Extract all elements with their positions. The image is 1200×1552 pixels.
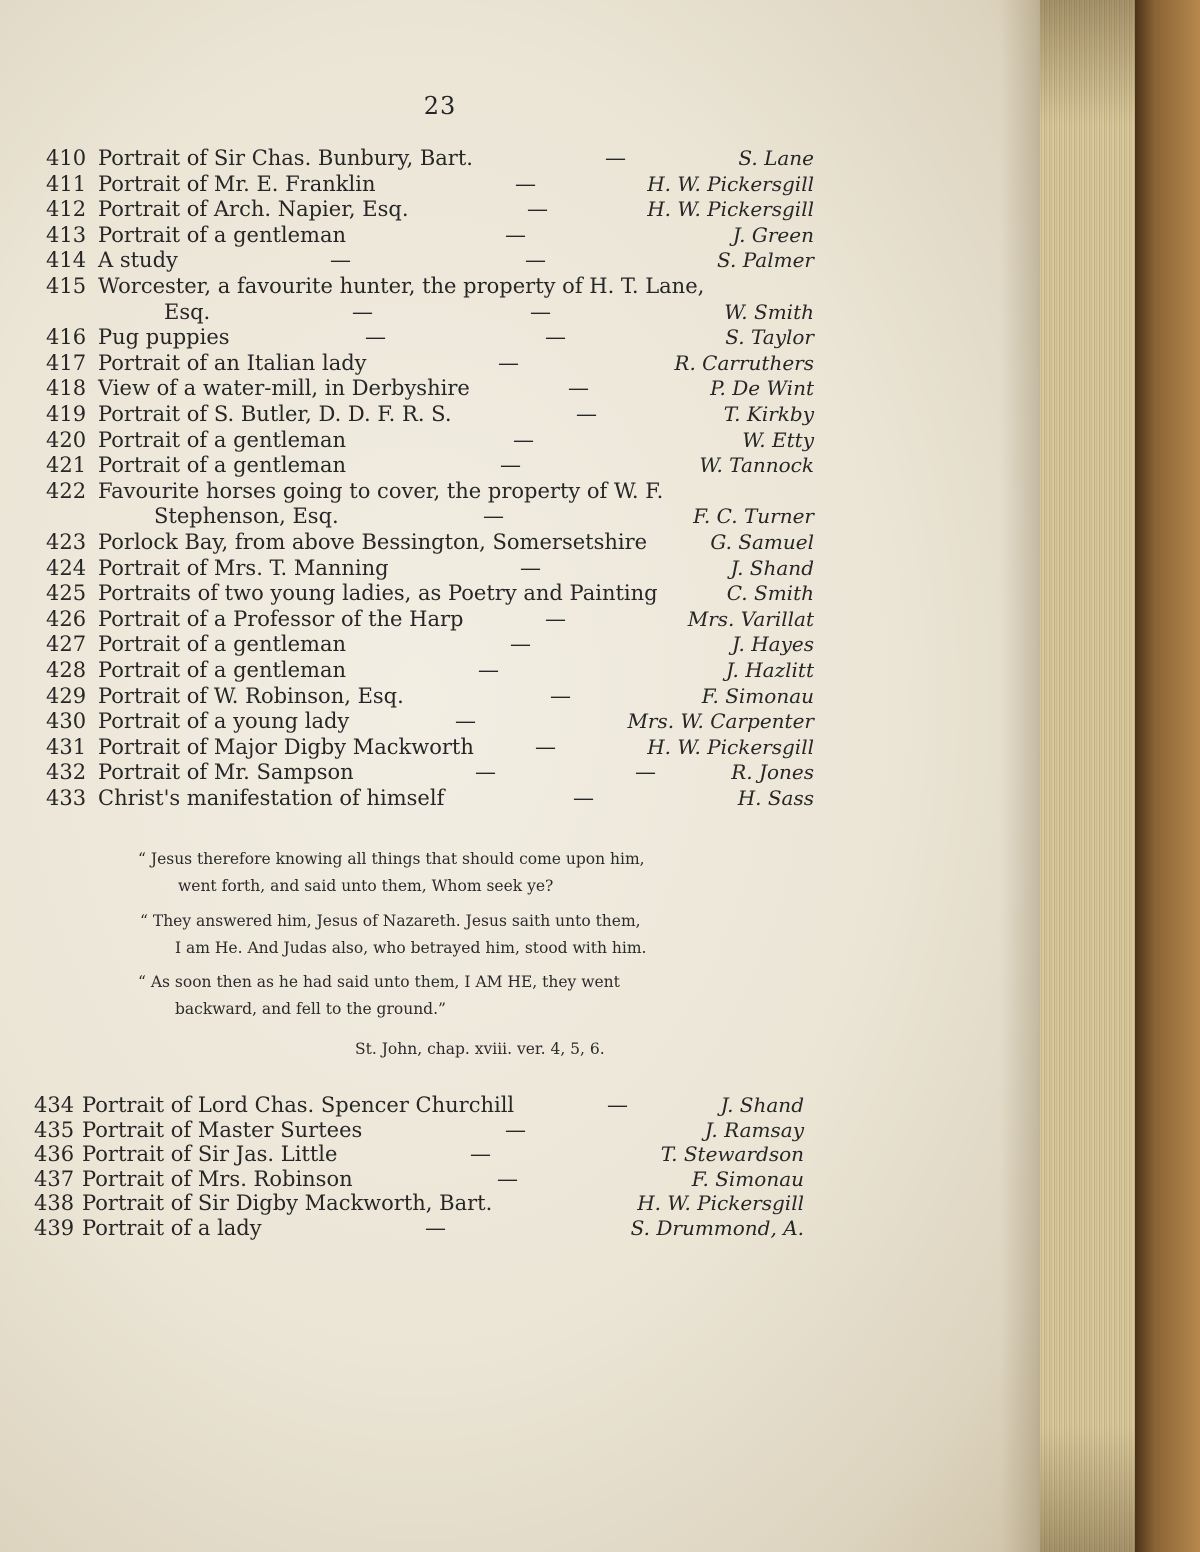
catalogue-entry [34,1167,804,1193]
catalogue-entry [46,735,814,761]
quote-line: backward, and fell to the ground.” [175,1000,446,1018]
entry-title: Portrait of Major Digby Mackworth [98,734,474,759]
entry-number: 426 [46,606,87,631]
entry-dash: — [527,197,548,222]
catalogue-entry [46,223,814,249]
entry-title: Portrait of a gentleman [98,453,347,478]
entry-artist: W. Tannock [699,453,814,478]
entry-title: Portrait of Sir Jas. Little [82,1142,338,1167]
catalogue-entry [46,684,814,710]
entry-dash: — [635,760,656,785]
entry-title: Esq. [164,299,211,324]
entry-artist: J. Hazlitt [726,658,814,682]
entry-dash: — [535,734,556,759]
entry-artist: T. Stewardson [660,1142,804,1167]
book-cover [1135,0,1200,1552]
page-number: 23 [423,92,457,120]
entry-artist: S. Drummond, A. [630,1216,804,1240]
entry-title: Portrait of Master Surtees [82,1117,363,1142]
catalogue-entry [46,556,814,582]
entry-dash: — [515,171,536,196]
entry-dash: — [330,248,351,273]
entry-title: Pug puppies [98,325,230,350]
entry-number: 414 [46,248,87,273]
entry-title: Portrait of a lady [82,1216,262,1240]
catalogue-entry [46,709,814,735]
entry-dash: — [525,248,546,273]
entry-number: 427 [46,632,87,657]
entry-artist: Mrs. W. Carpenter [627,709,814,734]
entry-dash: — [505,222,526,247]
quote-line: “ As soon then as he had said unto them, I AM HE, they went [138,973,620,991]
entry-title: Portrait of Sir Chas. Bunbury, Bart. [98,146,473,170]
catalogue-entry [46,172,814,198]
entry-number: 413 [46,222,87,247]
entry-title: A study [98,248,178,273]
entry-dash: — [483,504,504,529]
entry-title: Portrait of a young lady [98,709,350,734]
entry-dash: — [500,453,521,478]
entry-number: 432 [46,760,87,785]
entry-title: Portrait of W. Robinson, Esq. [98,683,404,708]
entry-title: Portrait of a gentleman [98,658,347,682]
entry-title: Portrait of Sir Digby Mackworth, Bart. [82,1191,493,1216]
entry-number: 424 [46,555,87,580]
entry-dash: — [498,350,519,375]
entry-artist: J. Shand [720,1093,804,1117]
entry-title: Christ's manifestation of himself [98,786,445,810]
catalogue-entry [46,274,814,300]
entry-number: 416 [46,325,87,350]
catalogue-entry [46,325,814,351]
entry-number: 431 [46,734,87,759]
entry-dash: — [545,325,566,350]
entry-title: Portrait of S. Butler, D. D. F. R. S. [98,402,452,426]
quote-line: “ Jesus therefore knowing all things that should come upon him, [138,850,645,868]
entry-artist: F. Simonau [691,1166,804,1191]
entry-title: Portrait of a gentleman [98,632,347,657]
entry-title: Portrait of a gentleman [98,222,347,247]
catalogue-entry [46,453,814,479]
entry-number: 438 [34,1191,75,1216]
entry-title: Portrait of Mrs. Robinson [82,1166,353,1191]
entry-artist: J. Green [732,222,814,247]
entry-title: Stephenson, Esq. [154,504,339,529]
catalogue-entry [46,479,814,505]
entry-dash: — [455,709,476,734]
catalogue-entry [46,786,814,812]
entry-artist: S. Lane [738,146,814,170]
entry-artist: C. Smith [726,581,814,606]
entry-number: 423 [46,530,87,554]
entry-number: 428 [46,658,87,682]
entry-artist: F. Simonau [701,683,814,708]
entry-title: Portrait of a Professor of the Harp [98,606,464,631]
entry-number: 437 [34,1166,75,1191]
entry-title: Portrait of Mr. Sampson [98,760,354,785]
entry-dash: — [607,1093,628,1117]
catalogue-entry [34,1191,804,1217]
catalogue-entry [46,428,814,454]
entry-artist: S. Taylor [725,325,814,350]
catalogue-entry [46,146,814,172]
catalogue-entry [34,1118,804,1144]
catalogue-entry [34,1142,804,1168]
entry-artist: F. C. Turner [693,504,814,529]
entry-artist: J. Hayes [732,632,814,657]
entry-dash: — [568,376,589,401]
catalogue-entry [34,1216,804,1242]
quote-line: I am He. And Judas also, who betrayed him, stood with him. [175,939,647,957]
catalogue-entry [46,248,814,274]
entry-number: 418 [46,376,87,401]
catalogue-entry [46,632,814,658]
entry-artist: H. W. Pickersgill [647,197,814,222]
entry-dash: — [497,1166,518,1191]
entry-number: 425 [46,581,87,606]
entry-title: Portrait of a gentleman [98,427,347,452]
entry-artist: R. Jones [731,760,814,785]
entry-artist: T. Kirkby [723,402,814,426]
entry-number: 436 [34,1142,75,1167]
entry-artist: J. Ramsay [704,1117,804,1142]
entry-number: 411 [46,171,87,196]
entry-dash: — [365,325,386,350]
entry-artist: H. Sass [737,786,814,810]
entry-number: 434 [34,1093,75,1117]
entry-title: Favourite horses going to cover, the property of W. F. [98,478,664,503]
catalogue-entry [46,300,814,326]
entry-title: Portrait of Mrs. T. Manning [98,555,389,580]
entry-title: Portrait of Lord Chas. Spencer Churchill [82,1093,515,1117]
catalogue-entry [46,402,814,428]
entry-dash: — [352,299,373,324]
catalogue-entry [46,504,814,530]
catalogue-entry [46,607,814,633]
entry-number: 419 [46,402,87,426]
entry-dash: — [520,555,541,580]
entry-dash: — [605,146,626,170]
catalogue-entry [46,658,814,684]
catalogue-entry [46,581,814,607]
quote-citation: St. John, chap. xviii. ver. 4, 5, 6. [355,1040,605,1058]
entry-dash: — [425,1216,446,1240]
entry-number: 417 [46,350,87,375]
entry-artist: J. Shand [730,555,814,580]
catalogue-entry [46,376,814,402]
catalogue-entry [46,760,814,786]
entry-title: Portrait of an Italian lady [98,350,367,375]
entry-number: 429 [46,683,87,708]
entry-artist: H. W. Pickersgill [647,171,814,196]
entry-number: 422 [46,478,87,503]
entry-title: View of a water-mill, in Derbyshire [98,376,470,401]
entry-number: 433 [46,786,87,810]
entry-number: 421 [46,453,87,478]
entry-title: Portrait of Arch. Napier, Esq. [98,197,409,222]
catalogue-entry [46,197,814,223]
entry-dash: — [475,760,496,785]
entry-dash: — [513,427,534,452]
entry-artist: W. Etty [742,427,814,452]
entry-dash: — [470,1142,491,1167]
entry-number: 412 [46,197,87,222]
entry-dash: — [510,632,531,657]
entry-number: 415 [46,274,87,298]
entry-dash: — [530,299,551,324]
entry-artist: H. W. Pickersgill [647,734,814,759]
entry-artist: R. Carruthers [674,350,814,375]
quote-line: “ They answered him, Jesus of Nazareth. Jesus saith unto them, [140,912,641,930]
entry-number: 430 [46,709,87,734]
catalogue-entry [34,1093,804,1119]
catalogue-entry [46,530,814,556]
entry-dash: — [550,683,571,708]
entry-artist: H. W. Pickersgill [637,1191,804,1216]
quote-line: went forth, and said unto them, Whom seek ye? [178,877,554,895]
entry-dash: — [573,786,594,810]
entry-artist: S. Palmer [717,248,814,273]
entry-artist: Mrs. Varillat [687,606,814,631]
entry-number: 420 [46,427,87,452]
entry-dash: — [478,658,499,682]
entry-artist: W. Smith [724,299,814,324]
catalogue-entry [46,351,814,377]
entry-title: Portrait of Mr. E. Franklin [98,171,376,196]
entry-number: 410 [46,146,87,170]
entry-dash: — [576,402,597,426]
entry-title: Porlock Bay, from above Bessington, Somersetshire [98,530,648,554]
page-edges-shade [1040,0,1135,1552]
entry-title: Worcester, a favourite hunter, the property of H. T. Lane, [98,274,705,298]
entry-title: Portraits of two young ladies, as Poetry and Painting [98,581,658,606]
entry-number: 439 [34,1216,75,1240]
entry-dash: — [545,606,566,631]
entry-artist: G. Samuel [710,530,814,554]
entry-dash: — [505,1117,526,1142]
entry-artist: P. De Wint [710,376,814,401]
entry-number: 435 [34,1117,75,1142]
